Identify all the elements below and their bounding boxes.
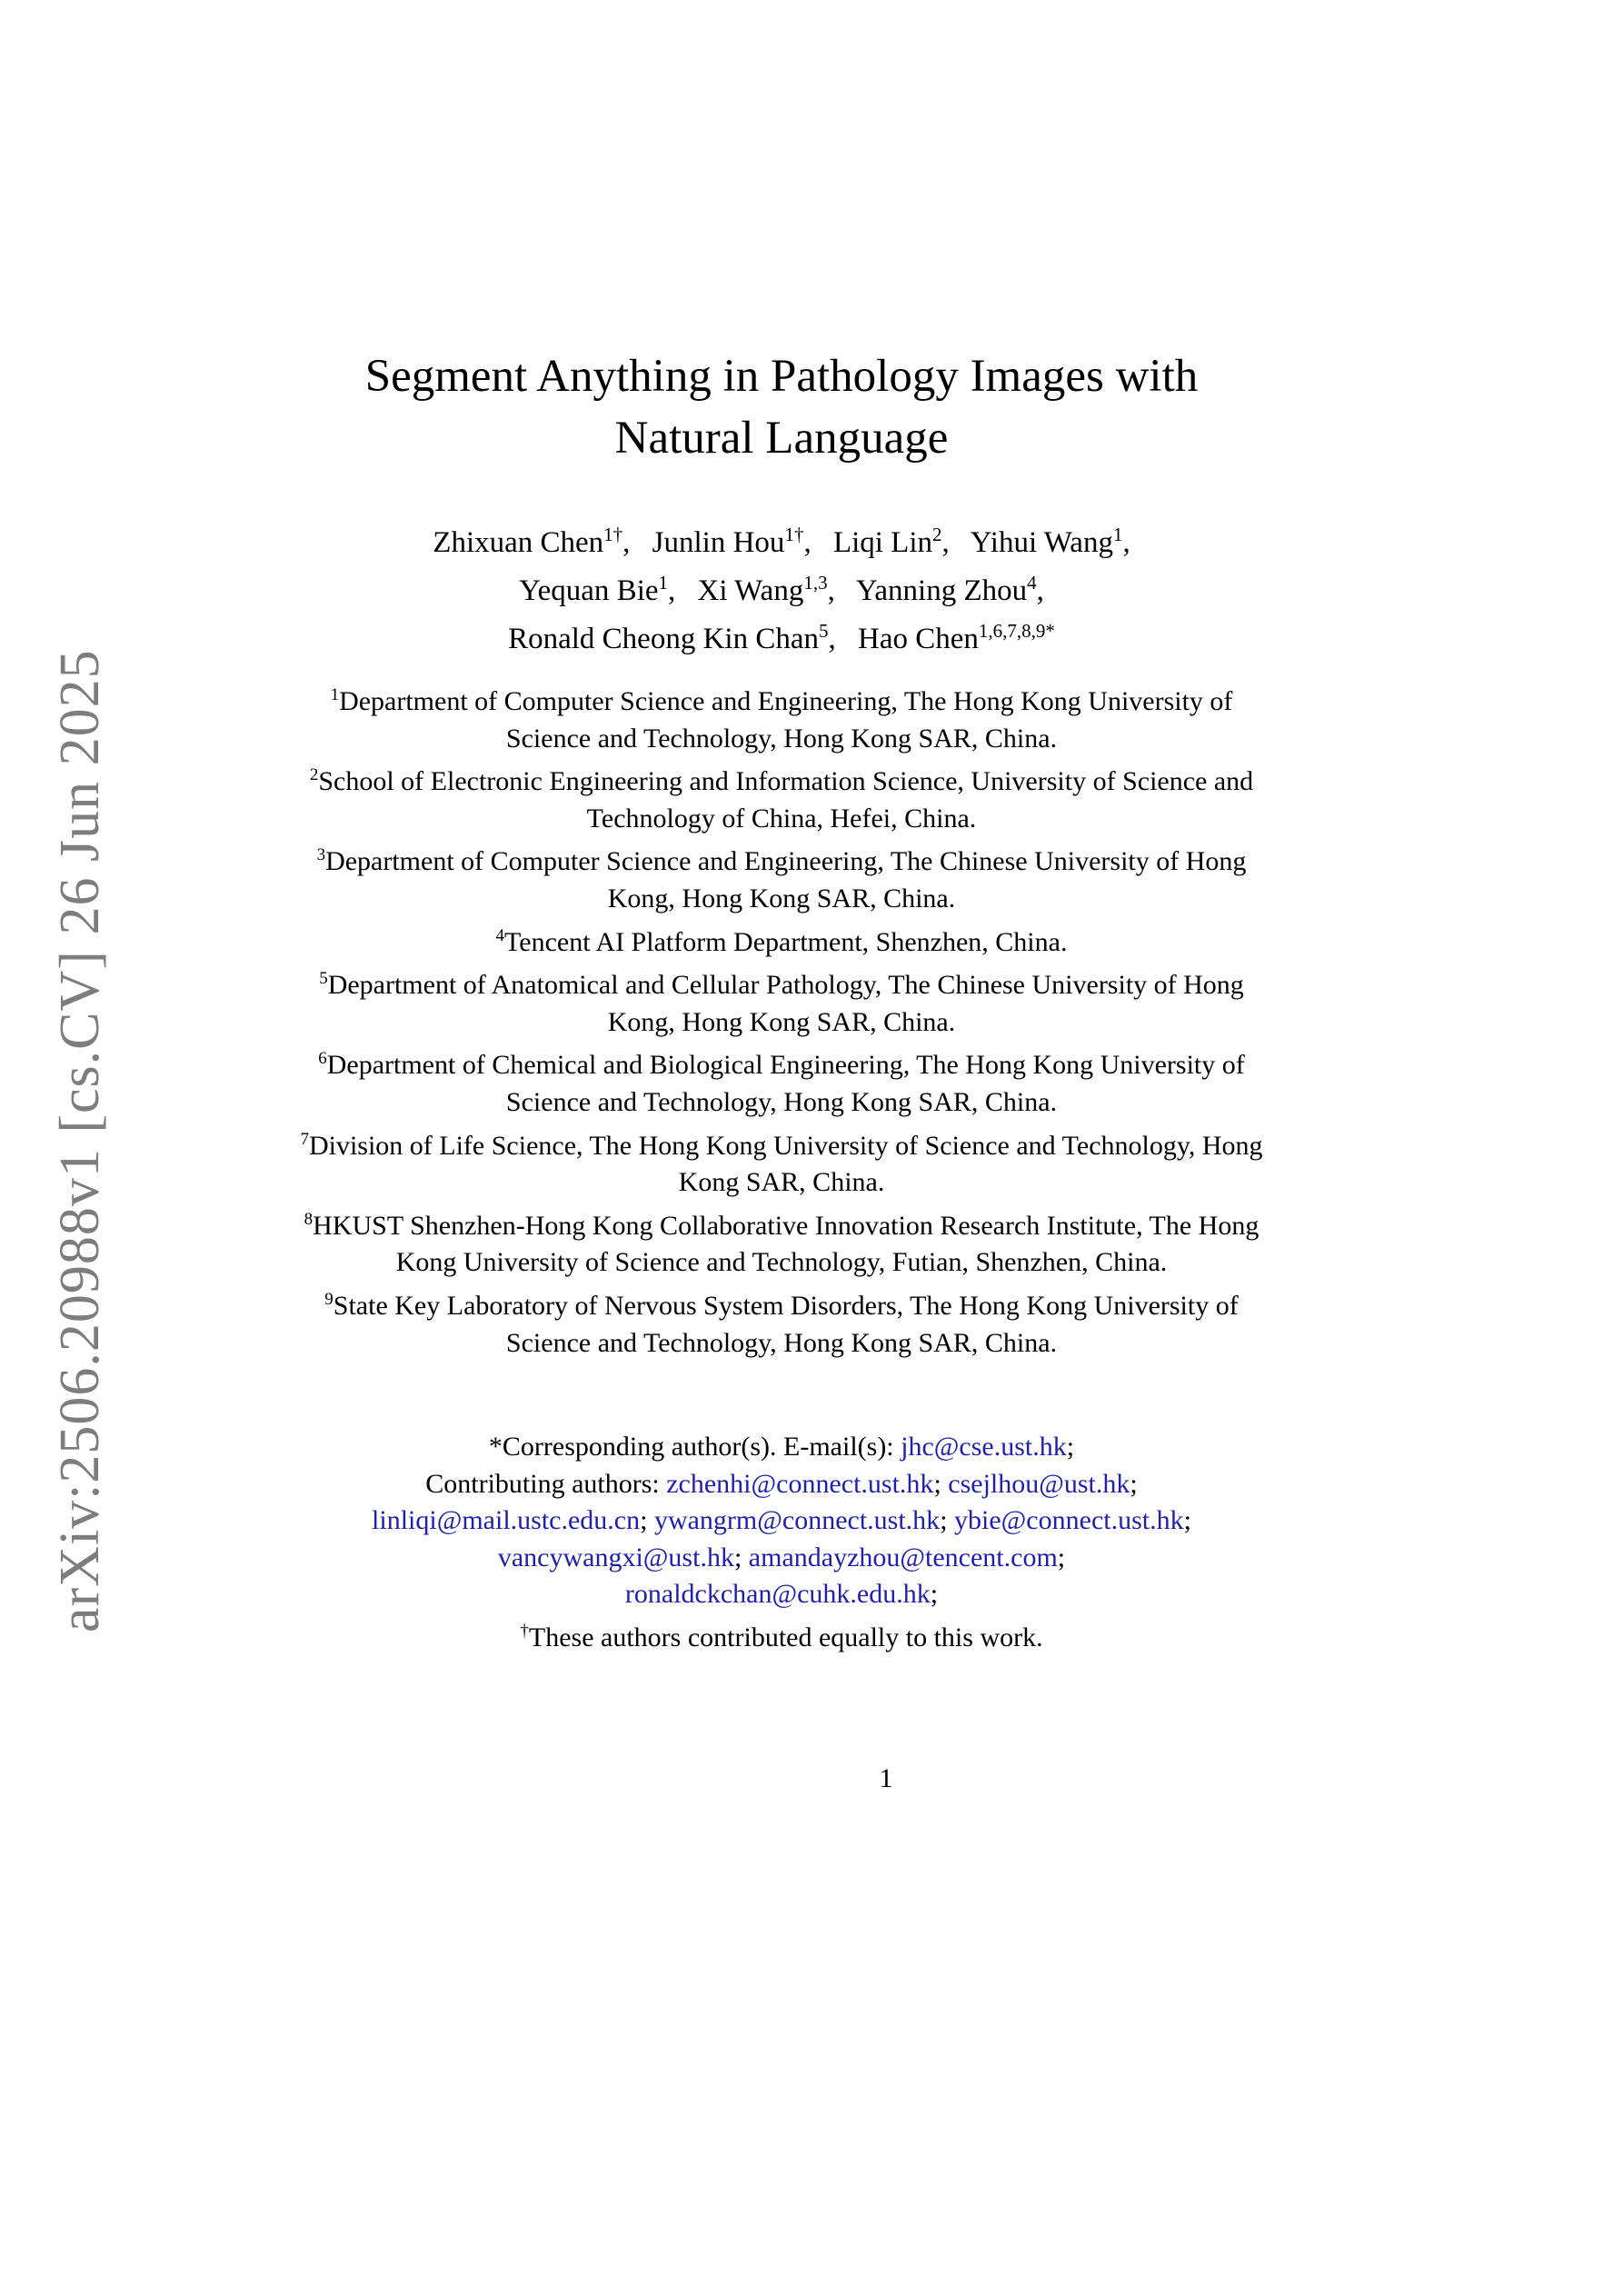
corresponding-label: *Corresponding author(s). E-mail(s): xyxy=(488,1432,894,1462)
author: Yanning Zhou$^4$, xyxy=(855,572,1044,607)
contact-block: *Corresponding author(s). E-mail(s): jhc@cse.ust.hk; Contributing authors: zchenhi@connect.ust.hk; csejlhou@ust.hk; linliqi@mail.ustc.edu.cn; ywangrm@connect.ust.hk; ybie@connect.ust.hk; vancywangxi@ust.hk; amandayzhou@tencent.com; ronaldckchan@cuhk.edu.hk; †These authors contributed equally to this work. xyxy=(372,1432,1191,1653)
author-name: Yequan Bie xyxy=(519,574,659,607)
affiliation-text: Division of Life Science, The Hong Kong University of Science and Technology, Hong Kong SAR, China. xyxy=(308,1130,1263,1198)
author-name: Ronald Cheong Kin Chan xyxy=(508,623,819,655)
email-link[interactable]: ybie@connect.ust.hk xyxy=(954,1505,1184,1536)
email-link[interactable]: ronaldckchan@cuhk.edu.hk xyxy=(624,1579,931,1610)
email-link[interactable]: vancywangxi@ust.hk xyxy=(497,1542,734,1572)
affiliation xyxy=(273,1041,1290,1121)
dagger-mark: † xyxy=(520,1622,529,1642)
affiliation-number: 2 xyxy=(309,765,319,785)
affiliation-text: Department of Anatomical and Cellular Pathology, The Chinese University of Hong Kong, Hong Kong SAR, China. xyxy=(327,970,1244,1037)
title-line-2: Natural Language xyxy=(614,413,949,464)
author-name: Yihui Wang xyxy=(970,526,1113,559)
affiliation-text: Department of Computer Science and Engineering, The Chinese University of Hong Kong, Hong Kong SAR, China. xyxy=(325,846,1247,913)
email-link[interactable]: csejlhou@ust.hk xyxy=(948,1468,1130,1499)
affiliation xyxy=(273,677,1290,757)
author-affil-mark: 1† xyxy=(784,524,804,545)
email-link[interactable]: amandayzhou@tencent.com xyxy=(748,1542,1058,1572)
author: Xi Wang$^{1,3}$, xyxy=(697,572,835,607)
affiliation-text: State Key Laboratory of Nervous System Disorders, The Hong Kong University of Science and Technology, Hong Kong SAR, China. xyxy=(333,1290,1239,1358)
affiliation-number: 3 xyxy=(316,845,326,865)
email-link[interactable]: jhc@cse.ust.hk xyxy=(901,1432,1067,1462)
author-affil-mark: 5 xyxy=(819,620,829,642)
affiliation-number: 6 xyxy=(318,1049,327,1069)
author: Ronald Cheong Kin Chan$^5$, xyxy=(508,620,836,655)
contributing-label: Contributing authors: xyxy=(425,1468,660,1499)
author-affil-mark: 1 xyxy=(658,572,669,594)
affiliation-text: Department of Computer Science and Engineering, The Hong Kong University of Science and Technology, Hong Kong SAR, China. xyxy=(339,686,1233,754)
affiliation-text: HKUST Shenzhen-Hong Kong Collaborative Innovation Research Institute, The Hong Kong University of Science and Technology, Futian, Shenzhen, China. xyxy=(313,1210,1260,1278)
author: Yequan Bie$^1$, xyxy=(519,572,676,607)
affiliation xyxy=(273,1282,1290,1362)
affiliation xyxy=(273,918,1290,962)
email-link[interactable]: ywangrm@connect.ust.hk xyxy=(653,1505,941,1536)
arxiv-identifier-stamp: arXiv:2506.20988v1 [cs.CV] 26 Jun 2025 xyxy=(49,649,111,1632)
title-page xyxy=(273,345,1290,1657)
affiliation-number: 4 xyxy=(495,925,505,945)
affiliation xyxy=(273,757,1290,837)
title-line-1: Segment Anything in Pathology Images with xyxy=(364,351,1199,402)
author-list xyxy=(273,514,1290,659)
author-name: Junlin Hou xyxy=(652,526,785,559)
author: Junlin Hou$^{1\dagger}$, xyxy=(652,524,812,559)
affiliation-number: 8 xyxy=(304,1209,314,1229)
affiliation xyxy=(273,961,1290,1041)
author-affil-mark: 1† xyxy=(603,524,623,545)
author-affil-mark: 1,6,7,8,9* xyxy=(978,620,1055,642)
author: Yihui Wang$^1$, xyxy=(970,524,1130,559)
affiliation-list xyxy=(273,677,1290,1362)
author-affil-mark: 1 xyxy=(1112,524,1123,545)
author-affil-mark: 2 xyxy=(932,524,942,545)
author-affil-mark: 4 xyxy=(1027,572,1037,594)
author-name: Hao Chen xyxy=(858,623,979,655)
author: Liqi Lin$^2$, xyxy=(832,524,950,559)
author-name: Zhixuan Chen xyxy=(433,526,604,559)
affiliation-text: Department of Chemical and Biological Engineering, The Hong Kong University of Science and Technology, Hong Kong SAR, China. xyxy=(326,1050,1245,1117)
affiliation xyxy=(273,837,1290,917)
equal-contribution-note: These authors contributed equally to this work. xyxy=(528,1622,1043,1653)
affiliation xyxy=(273,1202,1290,1282)
affiliation-text: School of Electronic Engineering and Information Science, University of Science and Technology of China, Hefei, China. xyxy=(318,766,1254,834)
affiliation-number: 5 xyxy=(319,969,328,989)
page-number: 1 xyxy=(879,1763,893,1793)
affiliation-text: Tencent AI Platform Department, Shenzhen, China. xyxy=(504,926,1068,957)
affiliation xyxy=(273,1122,1290,1202)
author xyxy=(858,620,1055,655)
affiliation-number: 7 xyxy=(300,1129,309,1149)
author: Zhixuan Chen$^{1\dagger}$, xyxy=(433,524,631,559)
paper-title xyxy=(273,345,1290,469)
affiliation-number: 1 xyxy=(330,685,340,704)
affiliation-number: 9 xyxy=(324,1289,334,1309)
author-name: Xi Wang xyxy=(697,574,804,607)
email-link[interactable]: linliqi@mail.ustc.edu.cn xyxy=(372,1505,641,1536)
author-affil-mark: 1,3 xyxy=(803,572,828,594)
author-name: Liqi Lin xyxy=(832,526,933,559)
author-name: Yanning Zhou xyxy=(855,574,1028,607)
email-link[interactable]: zchenhi@connect.ust.hk xyxy=(666,1468,934,1499)
